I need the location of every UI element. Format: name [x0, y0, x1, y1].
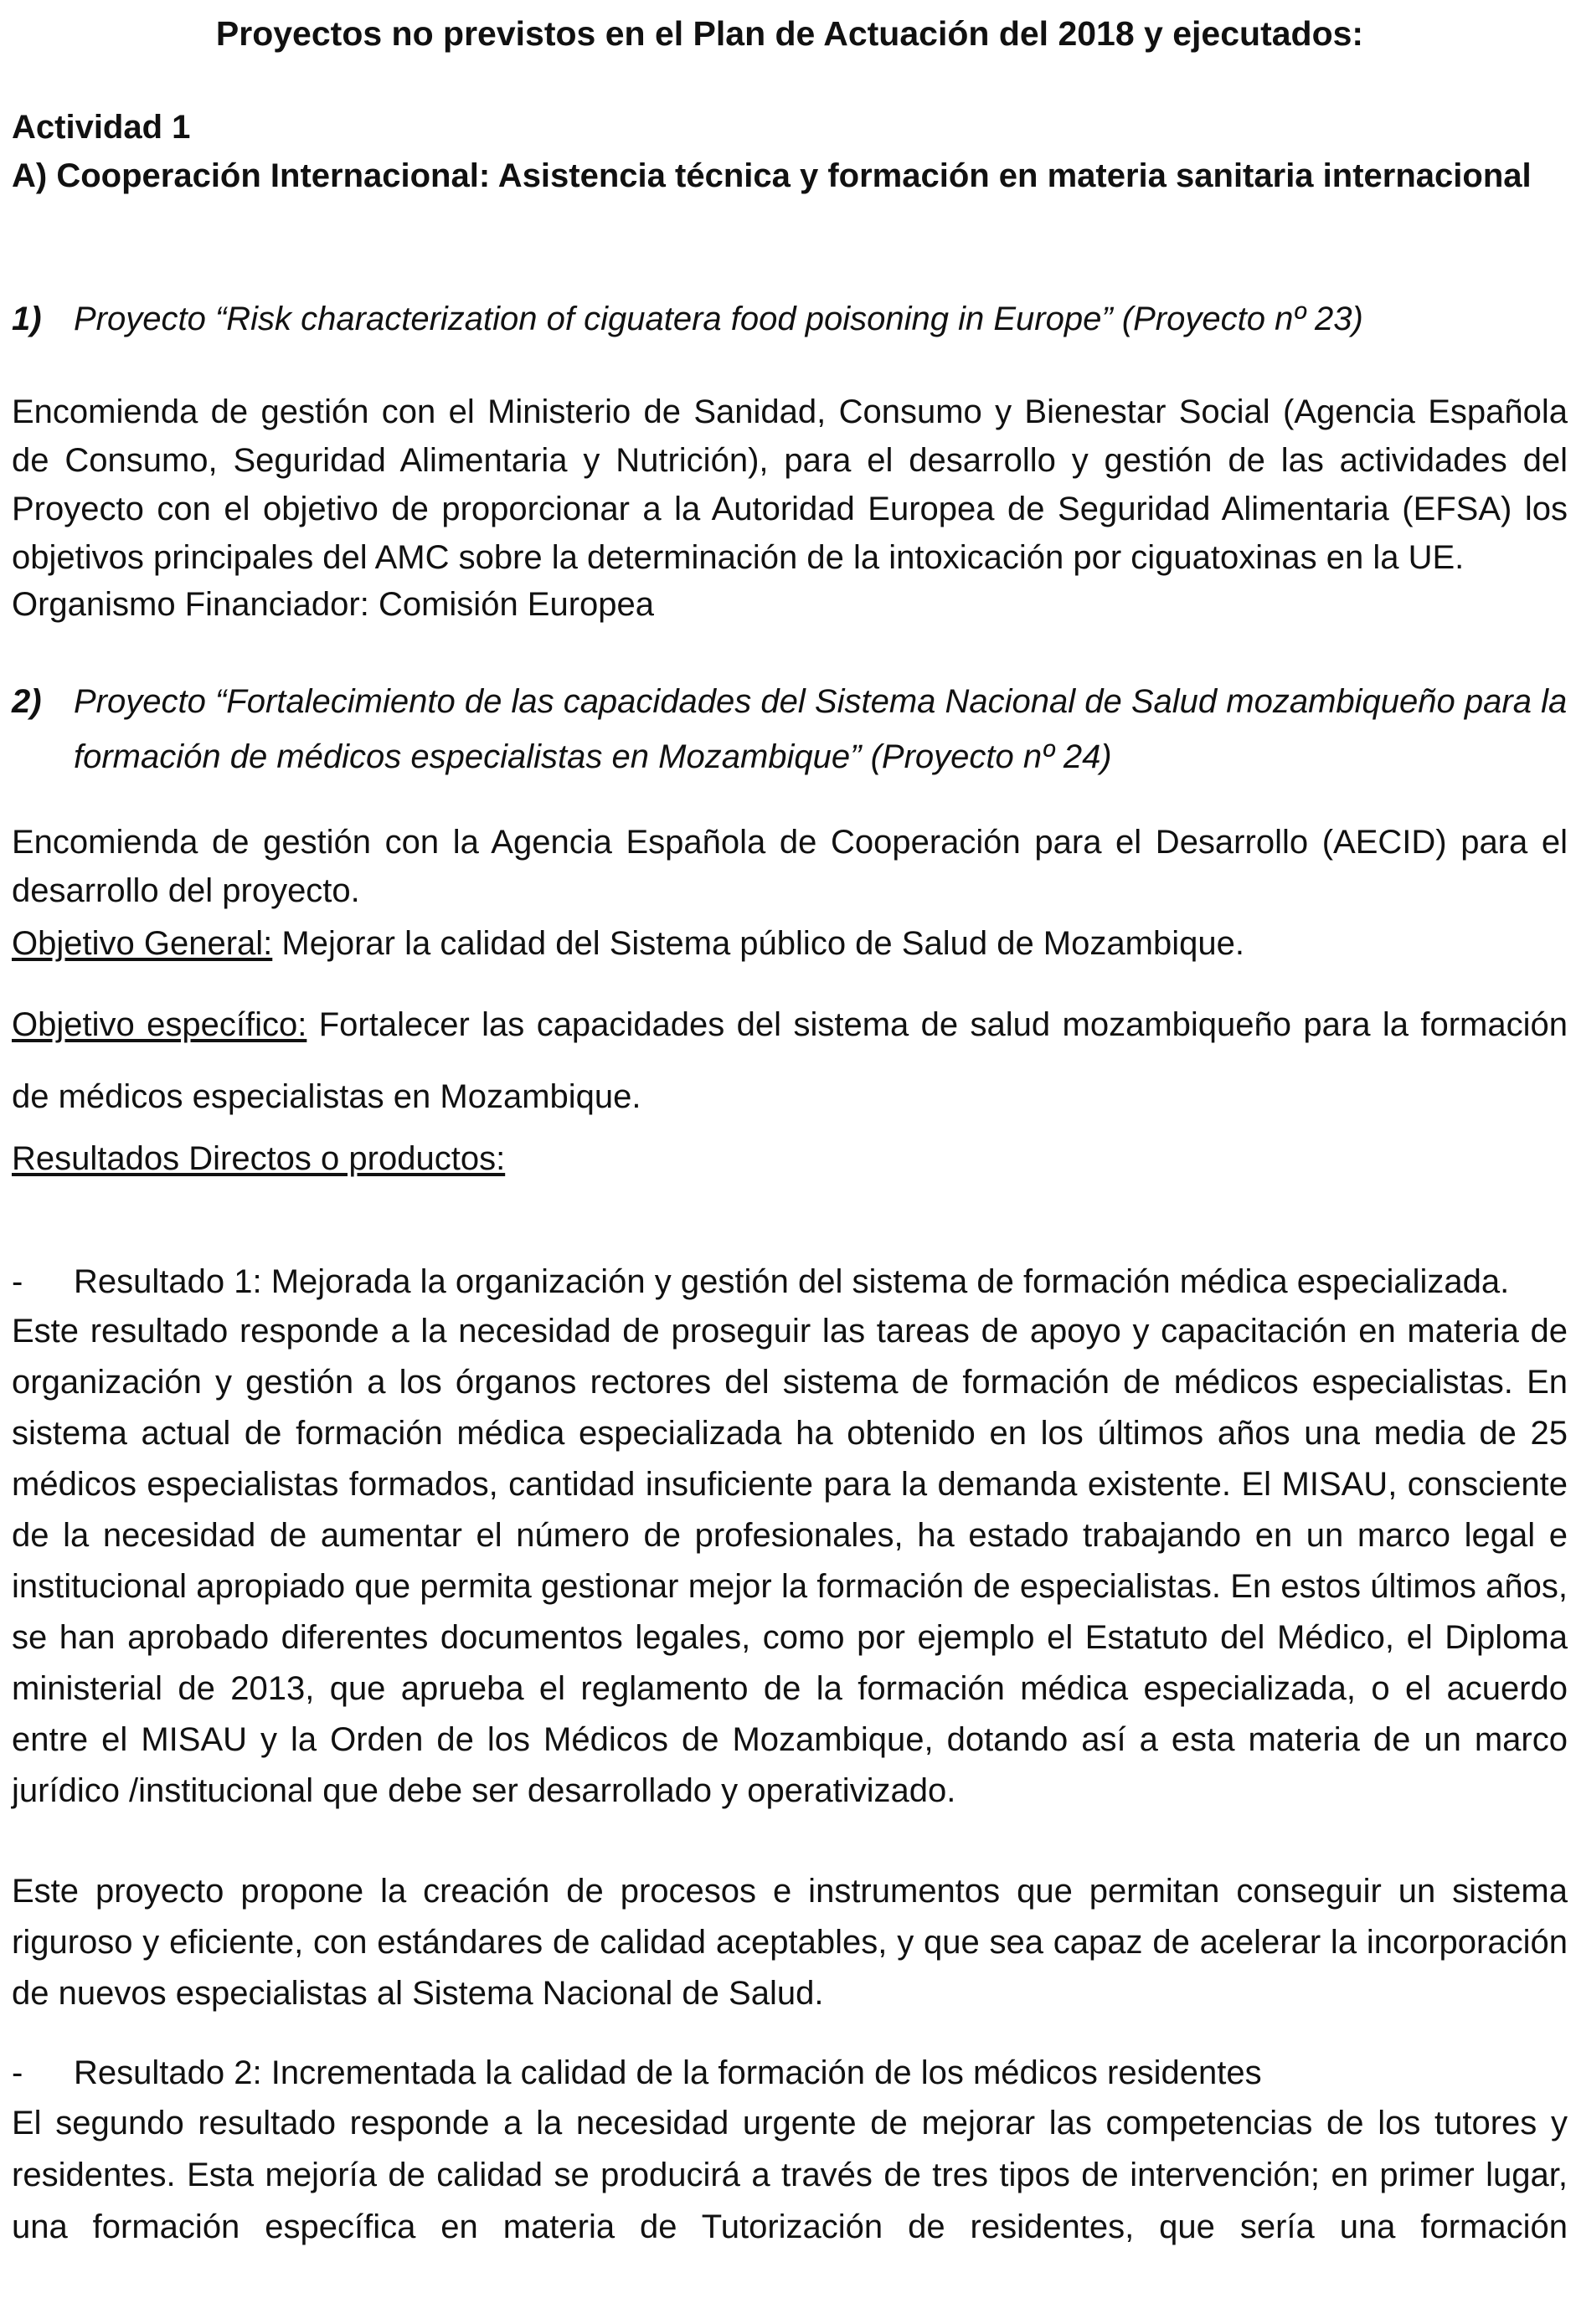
section-heading: A) Cooperación Internacional: Asistencia técnica y formación en materia sanitaria internacional — [12, 157, 1532, 194]
general-objective-text: Mejorar la calidad del Sistema público de Salud de Mozambique. — [272, 925, 1244, 962]
project-2-description: Encomienda de gestión con la Agencia Española de Cooperación para el Desarrollo (AECID) para el desarrollo del proyecto. — [12, 824, 1568, 909]
document-page — [12, 0, 1568, 2324]
result-1-paragraph-2: Este proyecto propone la creación de procesos e instrumentos que permitan conseguir un sistema riguroso y eficiente, con estándares de calidad aceptables, y que sea capaz de acelerar la incorporación de nuevos especialistas al Sistema Nacional de Salud. — [12, 1873, 1568, 2012]
project-1-title: Proyecto “Risk characterization of ciguatera food poisoning in Europe” (Proyecto nº 23) — [74, 301, 1363, 337]
result-2-title: Resultado 2: Incrementada la calidad de la formación de los médicos residentes — [74, 2054, 1262, 2091]
page-title: Proyectos no previstos en el Plan de Actuación del 2018 y ejecutados: — [215, 14, 1364, 53]
result-2-heading — [12, 2049, 1568, 2097]
project-1-funder: Organismo Financiador: Comisión Europea — [12, 586, 655, 623]
general-objective-label: Objetivo General: — [12, 925, 273, 962]
result-1-title: Resultado 1: Mejorada la organización y gestión del sistema de formación médica especializada. — [74, 1263, 1510, 1300]
project-1-description: Encomienda de gestión con el Ministerio de Sanidad, Consumo y Bienestar Social (Agencia Española de Consumo, Seguridad Alimentaria y Nutrición), para el desarrollo y gestión de las actividades del Proyecto con el objetivo de proporcionar a la Autoridad Europea de Seguridad Alimentaria (EFSA) los objetivos principales del AMC sobre la determinación de la intoxicación por ciguatoxinas en la UE. — [12, 393, 1568, 576]
specific-objective-label: Objetivo específico: — [12, 1006, 307, 1043]
project-2-number: 2) — [12, 683, 42, 720]
activity-heading: Actividad 1 — [12, 109, 191, 146]
result-2-paragraph-1: El segundo resultado responde a la necesidad urgente de mejorar las competencias de los tutores y residentes. Esta mejoría de calidad se producirá a través de tres tipos de intervención; en primer lugar, una formación específica en materia de Tutorización de residentes, que sería una formación — [12, 2105, 1568, 2245]
results-label-text: Resultados Directos o productos: — [12, 1140, 506, 1177]
result-1-heading — [12, 1257, 1568, 1306]
project-1-number: 1) — [12, 301, 42, 337]
specific-objective — [12, 989, 1568, 1133]
project-2-title: Proyecto “Fortalecimiento de las capacidades del Sistema Nacional de Salud mozambiqueño para la formación de médicos especialistas en Mozambique” (Proyecto nº 24) — [74, 683, 1568, 775]
project-2-heading — [12, 674, 1576, 784]
result-2-bullet: - — [12, 2054, 23, 2091]
project-1-heading — [12, 295, 1568, 344]
result-1-paragraph-1: Este resultado responde a la necesidad de proseguir las tareas de apoyo y capacitación en materia de organización y gestión a los órganos rectores del sistema de formación de médicos especialistas. En sistema actual de formación médica especializada ha obtenido en los últimos años una media de 25 médicos especialistas formados, cantidad insuficiente para la demanda existente. El MISAU, consciente de la necesidad de aumentar el número de profesionales, ha estado trabajando en un marco legal e institucional apropiado que permita gestionar mejor la formación de especialistas. En estos últimos años, se han aprobado diferentes documentos legales, como por ejemplo el Estatuto del Médico, el Diploma ministerial de 2013, que aprueba el reglamento de la formación médica especializada, o el acuerdo entre el MISAU y la Orden de los Médicos de Mozambique, dotando así a esta materia de un marco jurídico /institucional que debe ser desarrollado y operativizado. — [12, 1313, 1568, 1809]
results-label — [12, 1134, 1568, 1184]
result-1-bullet: - — [12, 1263, 23, 1300]
specific-objective-text: Fortalecer las capacidades del sistema de salud mozambiqueño para la formación de médicos especialistas en Mozambique. — [12, 1006, 1568, 1115]
general-objective — [12, 918, 1568, 969]
